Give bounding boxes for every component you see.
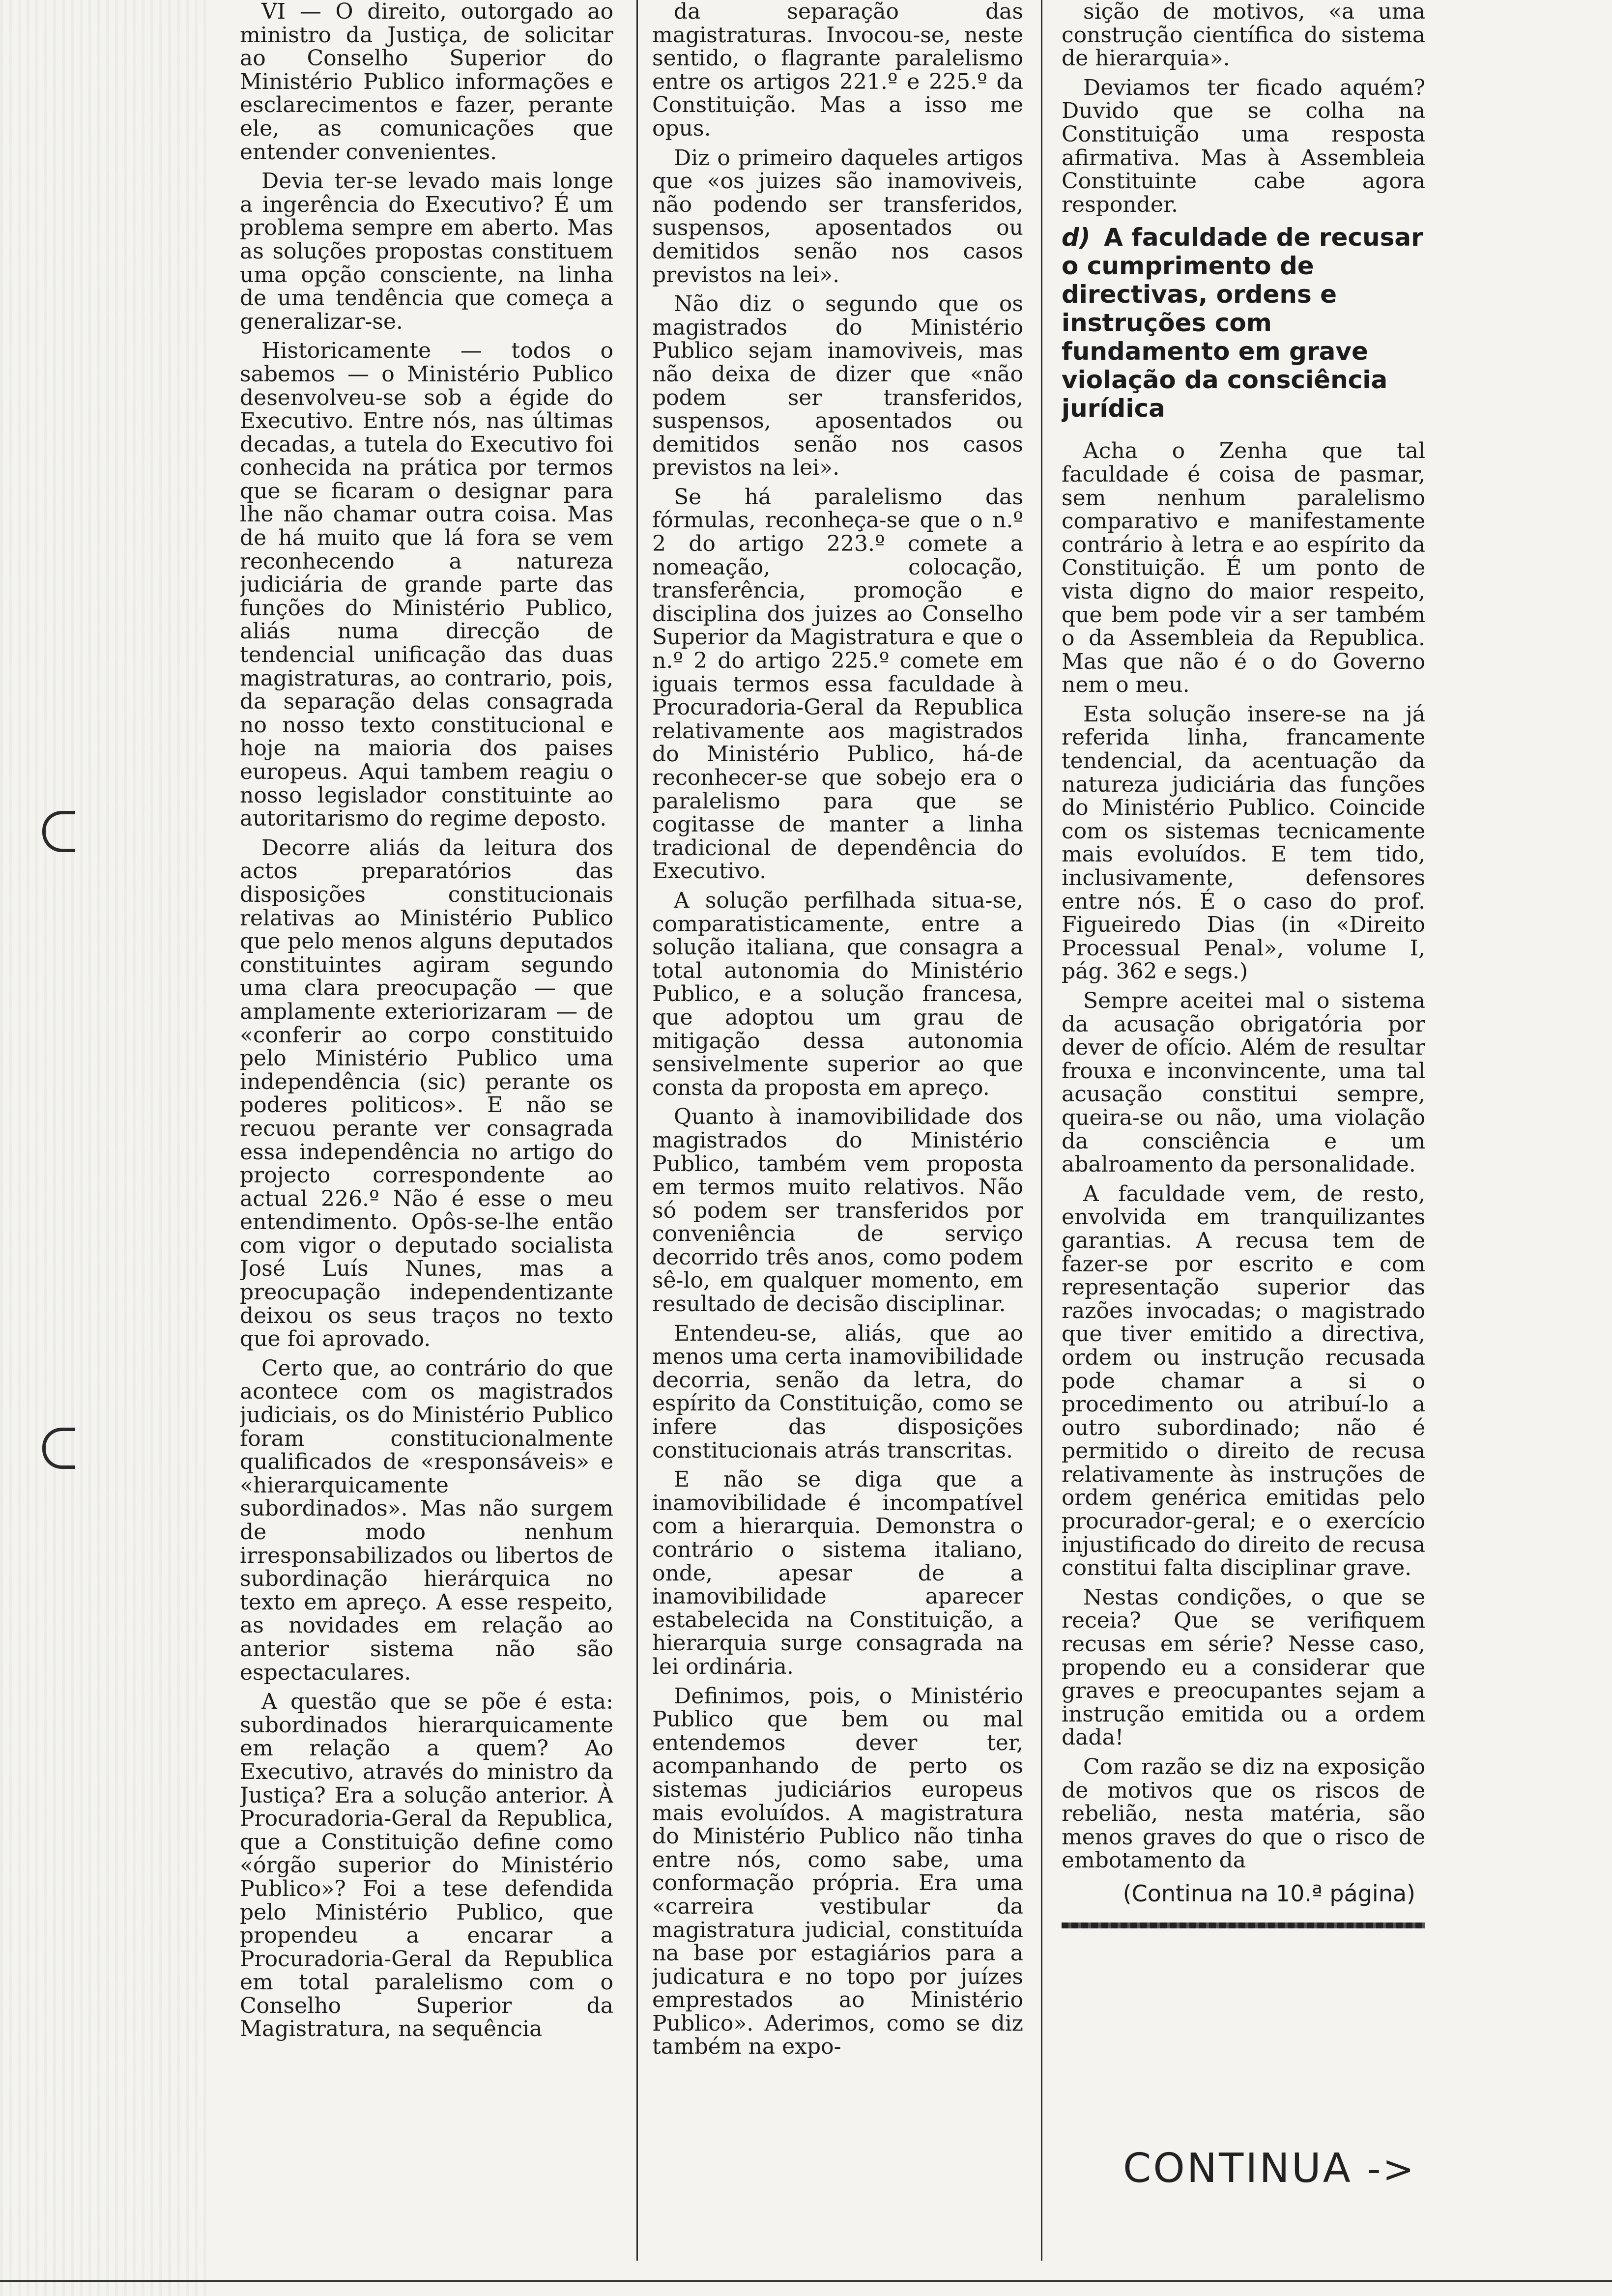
binding-margin bbox=[0, 0, 206, 2296]
paragraph: Definimos, pois, o Ministério Publico que bem ou mal entendemos dever ter, acompanhando de perto os sistemas judiciários europeus mais evoluídos. A magistratura do Ministério Publico não tinha entre nós, como sabe, uma conformação própria. Era uma «carreira vestibular da magistratura judicial, constituída na base por estagiários para a judicatura e no topo por juízes emprestados ao Ministério Publico». Aderimos, como se diz também na expo- bbox=[652, 1683, 1023, 2060]
paragraph: Certo que, ao contrário do que acontece com os magistrados judiciais, os do Ministério Publico foram constitucionalmente qualificados de «responsáveis» e «hierarquicamente subordinados». Mas não surgem de modo nenhum irresponsabilizados ou libertos de subordinação hierárquica no texto em apreço. A esse respeito, as novidades em relação ao anterior sistema não são espectaculares. bbox=[240, 1355, 613, 1685]
paragraph: Acha o Zenha que tal faculdade é coisa de pasmar, sem nenhum paralelismo comparativo e manifestamente contrário à letra e ao espírito da Constituição. É um ponto de vista digno do maior respeito, que bem pode vir a ser também o da Assembleia da Republica. Mas que não é o do Governo nem o meu. bbox=[1062, 438, 1425, 698]
paragraph: Quanto à inamovibilidade dos magistrados do Ministério Publico, também vem proposta em termos muito relativos. Não só podem ser transferidos por conveniência de serviço decorrido três anos, como podem sê-lo, em qualquer momento, em resultado de decisão disciplinar. bbox=[652, 1104, 1023, 1317]
paragraph: sição de motivos, «a uma construção científica do sistema de hierarquia». bbox=[1062, 0, 1425, 71]
paragraph: Se há paralelismo das fórmulas, reconheça-se que o n.º 2 do artigo 223.º comete a nomeação, colocação, transferência, promoção e disciplina dos juizes ao Conselho Superior da Magistratura e que o n.º 2 do artigo 225.º comete em iguais termos essa faculdade à Procuradoria-Geral da Republica relativamente aos magistrados do Ministério Publico, há-de reconhecer-se que sobejo era o paralelismo para que se cogitasse de manter a linha tradicional de dependência do Executivo. bbox=[652, 484, 1023, 884]
paragraph: Esta solução insere-se na já referida linha, francamente tendencial, da acentuação da natureza judiciária das funções do Ministério Publico. Coincide com os sistemas tecnicamente mais evoluídos. E tem tido, inclusivamente, defensores entre nós. É o caso do prof. Figueiredo Dias (in «Direito Processual Penal», volume I, pág. 362 e segs.) bbox=[1062, 701, 1425, 984]
article-column-3 bbox=[1062, 0, 1425, 2261]
column-divider bbox=[1041, 0, 1042, 2261]
punch-hole-mark bbox=[42, 1428, 75, 1469]
paragraph: Com razão se diz na exposição de motivos que os riscos de rebelião, nesta matéria, são menos graves do que o risco de embotamento da bbox=[1062, 1754, 1425, 1873]
arrow-right-icon: -> bbox=[1367, 2147, 1416, 2191]
paragraph: Deviamos ter ficado aquém? Duvido que se colha na Constituição uma resposta afirmativa. Mas à Assembleia Constituinte cabe agora responder. bbox=[1062, 75, 1425, 217]
continua-label bbox=[1123, 2145, 1416, 2192]
continua-text: CONTINUA bbox=[1123, 2145, 1353, 2192]
article-column-1 bbox=[240, 0, 613, 2261]
article-column-2 bbox=[652, 0, 1023, 2261]
paragraph: Devia ter-se levado mais longe a ingerência do Executivo? É um problema sempre em aberto. Mas as soluções propostas constituem uma opção consciente, na linha de uma tendência que começa a generalizar-se. bbox=[240, 169, 613, 334]
paragraph: A faculdade vem, de resto, envolvida em tranquilizantes garantias. A recusa tem de fazer-se por escrito e com representação superior das razões invocadas; o magistrado que tiver emitido a directiva, ordem ou instrução recusada pode chamar a si o procedimento ou atribuí-lo a outro subordinado; não é permitido o direito de recusa relativamente às instruções de ordem genérica emitidas pelo procurador-geral; e o exercício injustificado do direito de recusa constitui falta disciplinar grave. bbox=[1062, 1181, 1425, 1581]
punch-hole-mark bbox=[42, 811, 75, 852]
column-divider bbox=[636, 0, 638, 2261]
paragraph: Sempre aceitei mal o sistema da acusação obrigatória por dever de ofício. Além de resultar frouxa e inconvincente, uma tal acusação constitui sempre, queira-se ou não, uma violação da consciência e um abalroamento da personalidade. bbox=[1062, 988, 1425, 1177]
paragraph: Diz o primeiro daqueles artigos que «os juizes são inamoviveis, não podendo ser transferidos, suspensos, aposentados ou demitidos senão nos casos previstos na lei». bbox=[652, 145, 1023, 287]
subheading-marker: d) bbox=[1062, 223, 1091, 252]
section-end-rule bbox=[1062, 1923, 1425, 1928]
paragraph: da separação das magistraturas. Invocou-se, neste sentido, o flagrante paralelismo entre os artigos 221.º e 225.º da Constituição. Mas a isso me opus. bbox=[652, 0, 1023, 141]
subheading-text: A faculdade de recusar o cumprimento de directivas, ordens e instruções com fundamento em grave violação da consciência jurídica bbox=[1062, 223, 1423, 423]
paragraph: Não diz o segundo que os magistrados do Ministério Publico sejam inamoviveis, mas não deixa de dizer que «não podem ser transferidos, suspensos, aposentados ou demitidos senão nos casos previstos na lei». bbox=[652, 291, 1023, 481]
page-bottom-rule bbox=[0, 2280, 1612, 2282]
paragraph: E não se diga que a inamovibilidade é incompatível com a hierarquia. Demonstra o contrário o sistema italiano, onde, apesar de a inamovibilidade aparecer estabelecida na Constituição, a hierarquia surge consagrada na lei ordinária. bbox=[652, 1467, 1023, 1679]
paragraph: Decorre aliás da leitura dos actos preparatórios das disposições constitucionais relativas ao Ministério Publico que pelo menos alguns deputados constituintes agiram segundo uma clara preocupação — que amplamente exteriorizaram — de «conferir ao corpo constituido pelo Ministério Publico uma independência (sic) perante os poderes politicos». E não se recuou perante ver consagrada essa independência no artigo do projecto correspondente ao actual 226.º Não é esse o meu entendimento. Opôs-se-lhe então com vigor o deputado socialista José Luís Nunes, mas a preocupação independentizante deixou os seus traços no texto que foi aprovado. bbox=[240, 835, 613, 1352]
paragraph: Entendeu-se, aliás, que ao menos uma certa inamovibilidade decorria, senão da letra, do espírito da Constituição, como se infere das disposições constitucionais atrás transcritas. bbox=[652, 1320, 1023, 1463]
paragraph: A solução perfilhada situa-se, comparatisticamente, entre a solução italiana, que consagra a total autonomia do Ministério Publico, e a solução francesa, que adoptou um grau de mitigação dessa autonomia sensivelmente superior ao que consta da proposta em apreço. bbox=[652, 888, 1023, 1100]
paragraph: Nestas condições, o que se receia? Que se verifiquem recusas em série? Nesse caso, propendo eu a considerar que graves e preocupantes sejam a instrução emitida ou a ordem dada! bbox=[1062, 1584, 1425, 1751]
section-subheading bbox=[1062, 223, 1425, 423]
continuation-note: (Continua na 10.ª página) bbox=[1123, 1880, 1415, 1907]
paragraph: Historicamente — todos o sabemos — o Ministério Publico desenvolveu-se sob a égide do Executivo. Entre nós, nas últimas decadas, a tutela do Executivo foi conhecida na prática por termos que se ficaram o designar para lhe não chamar outra coisa. Mas de há muito que lá fora se vem reconhecendo a natureza judiciária de grande parte das funções do Ministério Publico, aliás numa direcção de tendencial unificação das duas magistraturas, ao contrario, pois, da separação delas consagrada no nosso texto constitucional e hoje na maioria dos paises europeus. Aqui tambem reagiu o nosso legislador constituinte ao autoritarismo do regime deposto. bbox=[240, 338, 613, 832]
paragraph: VI — O direito, outorgado ao ministro da Justiça, de solicitar ao Conselho Superior do Ministério Publico informações e esclarecimentos e fazer, perante ele, as comunicações que entender convenientes. bbox=[240, 0, 613, 165]
paragraph: A questão que se põe é esta: subordinados hierarquicamente em relação a quem? Ao Executivo, através do ministro da Justiça? Era a solução anterior. À Procuradoria-Geral da Republica, que a Constituição define como «órgão superior do Ministério Publico»? Foi a tese defendida pelo Ministério Publico, que propendeu a encarar a Procuradoria-Geral da Republica em total paralelismo com o Conselho Superior da Magistratura, na sequência bbox=[240, 1689, 613, 2042]
